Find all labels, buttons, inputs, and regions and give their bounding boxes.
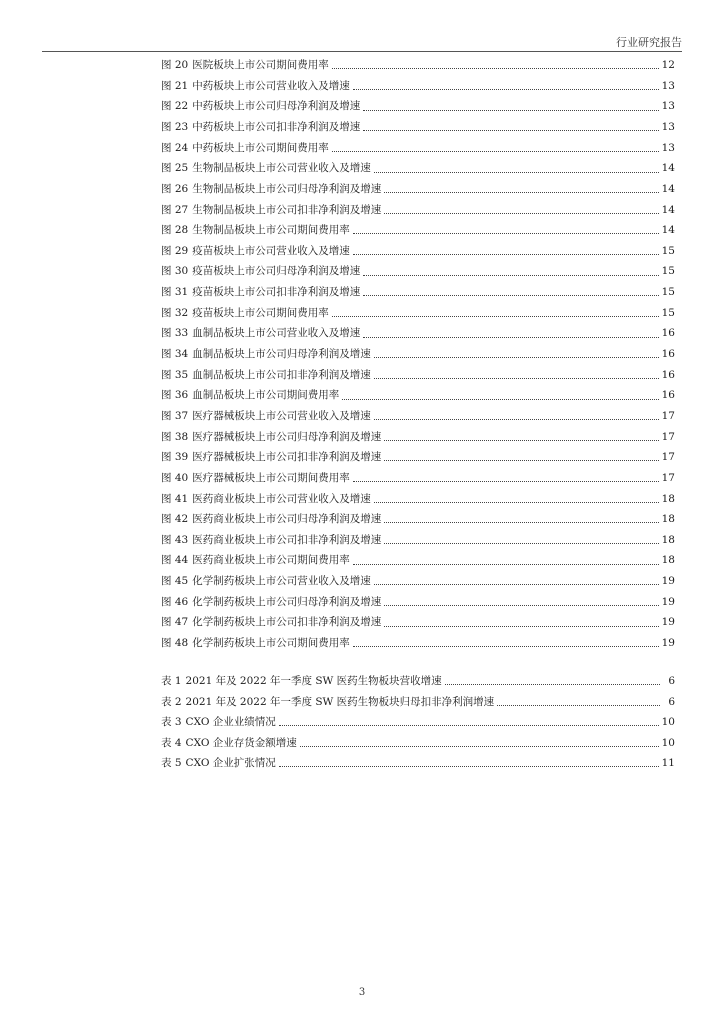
entry-label: 表 2 xyxy=(161,695,182,708)
figure-index-entry[interactable] xyxy=(161,509,675,530)
entry-label: 图 23 xyxy=(161,120,189,133)
figure-index-entry[interactable] xyxy=(161,612,675,633)
page-number: 3 xyxy=(358,987,366,998)
entry-label: 图 42 xyxy=(161,513,189,526)
entry-title: 血制品板块上市公司扣非净利润及增速 xyxy=(192,368,371,381)
figure-index-entry[interactable] xyxy=(161,76,675,97)
entry-page-number: 17 xyxy=(661,471,675,484)
entry-title: 生物制品板块上市公司归母净利润及增速 xyxy=(192,182,382,195)
dot-leader xyxy=(384,212,658,214)
table-index-entry[interactable] xyxy=(161,753,675,774)
entry-title: 中药板块上市公司归母净利润及增速 xyxy=(192,100,361,113)
entry-label: 图 34 xyxy=(161,348,189,361)
entry-page-number: 18 xyxy=(661,533,675,546)
entry-title: 医疗器械板块上市公司归母净利润及增速 xyxy=(192,430,382,443)
entry-title: 化学制药板块上市公司期间费用率 xyxy=(192,637,350,649)
figure-index-entry[interactable] xyxy=(161,427,675,448)
figure-index-entry[interactable] xyxy=(161,199,675,220)
dot-leader xyxy=(384,521,658,523)
entry-label: 图 48 xyxy=(161,637,189,649)
dot-leader xyxy=(384,459,658,461)
entry-title: 中药板块上市公司期间费用率 xyxy=(192,141,329,154)
entry-page-number: 17 xyxy=(661,451,675,464)
entry-title: 医疗器械板块上市公司营业收入及增速 xyxy=(192,409,371,422)
entry-page-number: 19 xyxy=(661,575,675,588)
entry-title: 医疗器械板块上市公司期间费用率 xyxy=(192,471,350,484)
dot-leader xyxy=(363,336,658,338)
entry-title: 中药板块上市公司扣非净利润及增速 xyxy=(192,120,361,133)
entry-label: 图 46 xyxy=(161,595,189,608)
table-index-entry[interactable] xyxy=(161,671,675,692)
entry-title: 疫苗板块上市公司扣非净利润及增速 xyxy=(192,286,361,299)
entry-title: 2021 年及 2022 年一季度 SW 医药生物板块归母扣非净利润增速 xyxy=(185,695,495,708)
dot-leader xyxy=(353,480,659,482)
table-index-entry[interactable] xyxy=(161,733,675,754)
dot-leader xyxy=(374,583,659,585)
table-index-list xyxy=(161,671,675,774)
entry-page-number: 13 xyxy=(661,100,675,113)
dot-leader xyxy=(363,294,658,296)
entry-page-number: 12 xyxy=(661,59,675,72)
dot-leader xyxy=(300,745,659,747)
figure-index-entry[interactable] xyxy=(161,303,675,324)
entry-title: 血制品板块上市公司营业收入及增速 xyxy=(192,327,361,340)
entry-title: 疫苗板块上市公司期间费用率 xyxy=(192,306,329,319)
entry-page-number: 10 xyxy=(661,716,675,728)
entry-label: 图 28 xyxy=(161,224,189,237)
entry-label: 图 45 xyxy=(161,575,189,588)
entry-page-number: 15 xyxy=(661,265,675,278)
entry-label: 图 41 xyxy=(161,492,189,505)
entry-title: 医药商业板块上市公司营业收入及增速 xyxy=(192,492,371,505)
dot-leader xyxy=(332,315,659,317)
dot-leader xyxy=(445,683,660,685)
entry-label: 图 36 xyxy=(161,389,189,402)
dot-leader xyxy=(363,109,658,111)
figure-index-entry[interactable] xyxy=(161,406,675,427)
entry-title: 化学制药板块上市公司营业收入及增速 xyxy=(192,575,371,588)
entry-page-number: 13 xyxy=(661,120,675,133)
dot-leader xyxy=(374,501,659,503)
entry-title: 医院板块上市公司期间费用率 xyxy=(192,59,329,72)
entry-page-number: 19 xyxy=(661,616,675,629)
dot-leader xyxy=(353,645,659,647)
entry-page-number: 16 xyxy=(661,368,675,381)
entry-page-number: 6 xyxy=(668,675,675,687)
dot-leader xyxy=(279,724,659,726)
figure-index-entry[interactable] xyxy=(161,179,675,200)
figure-index-entry[interactable] xyxy=(161,158,675,179)
entry-label: 图 37 xyxy=(161,409,189,422)
entry-page-number: 18 xyxy=(661,554,675,567)
entry-page-number: 10 xyxy=(661,736,675,749)
entry-page-number: 16 xyxy=(661,348,675,361)
figure-index-entry[interactable] xyxy=(161,550,675,571)
entry-label: 图 27 xyxy=(161,203,189,216)
figure-index-entry[interactable] xyxy=(161,488,675,509)
dot-leader xyxy=(353,563,659,565)
entry-page-number: 14 xyxy=(661,182,675,195)
entry-page-number: 16 xyxy=(661,327,675,340)
figure-index-entry[interactable] xyxy=(161,220,675,241)
dot-leader xyxy=(374,418,659,420)
entry-label: 图 24 xyxy=(161,141,189,154)
table-index-entry[interactable] xyxy=(161,692,675,713)
entry-page-number: 11 xyxy=(661,757,675,769)
entry-title: 疫苗板块上市公司归母净利润及增速 xyxy=(192,265,361,278)
entry-label: 表 1 xyxy=(161,675,182,687)
figure-index-entry[interactable] xyxy=(161,55,675,76)
entry-title: 医疗器械板块上市公司扣非净利润及增速 xyxy=(192,451,382,464)
entry-page-number: 13 xyxy=(661,141,675,154)
entry-label: 图 25 xyxy=(161,162,189,175)
dot-leader xyxy=(363,129,658,131)
figure-index-entry[interactable] xyxy=(161,468,675,489)
dot-leader xyxy=(374,171,659,173)
figure-index-entry[interactable] xyxy=(161,117,675,138)
dot-leader xyxy=(384,604,658,606)
dot-leader xyxy=(384,625,658,627)
figure-index-entry[interactable] xyxy=(161,241,675,262)
header-divider xyxy=(42,51,682,52)
entry-page-number: 17 xyxy=(661,430,675,443)
report-type-label: 行业研究报告 xyxy=(616,36,682,49)
entry-title: 医药商业板块上市公司扣非净利润及增速 xyxy=(192,533,382,546)
entry-label: 图 29 xyxy=(161,244,189,257)
table-index-entry[interactable] xyxy=(161,712,675,733)
entry-label: 图 21 xyxy=(161,79,189,92)
entry-title: 2021 年及 2022 年一季度 SW 医药生物板块营收增速 xyxy=(185,675,442,687)
entry-page-number: 14 xyxy=(661,162,675,175)
entry-label: 图 47 xyxy=(161,616,189,629)
figure-index-entry[interactable] xyxy=(161,592,675,613)
entry-page-number: 18 xyxy=(661,513,675,526)
dot-leader xyxy=(374,356,659,358)
entry-page-number: 13 xyxy=(661,79,675,92)
entry-label: 图 38 xyxy=(161,430,189,443)
entry-label: 表 3 xyxy=(161,716,182,728)
entry-page-number: 14 xyxy=(661,224,675,237)
entry-label: 图 31 xyxy=(161,286,189,299)
entry-page-number: 6 xyxy=(668,695,675,708)
entry-title: 生物制品板块上市公司扣非净利润及增速 xyxy=(192,203,382,216)
entry-page-number: 15 xyxy=(661,244,675,257)
entry-title: CXO 企业业绩情况 xyxy=(185,716,276,728)
figure-index-entry[interactable] xyxy=(161,138,675,159)
dot-leader xyxy=(279,765,659,767)
entry-page-number: 16 xyxy=(661,389,675,402)
figure-index-entry[interactable] xyxy=(161,323,675,344)
dot-leader xyxy=(384,542,658,544)
entry-label: 图 35 xyxy=(161,368,189,381)
entry-label: 图 44 xyxy=(161,554,189,567)
figure-index-entry[interactable] xyxy=(161,261,675,282)
entry-page-number: 17 xyxy=(661,409,675,422)
entry-title: CXO 企业存货金额增速 xyxy=(185,736,297,749)
figure-index-entry[interactable] xyxy=(161,530,675,551)
dot-leader xyxy=(353,253,659,255)
figure-index-entry[interactable] xyxy=(161,282,675,303)
dot-leader xyxy=(353,88,659,90)
entry-page-number: 15 xyxy=(661,286,675,299)
dot-leader xyxy=(374,377,659,379)
figure-index-entry[interactable] xyxy=(161,571,675,592)
entry-page-number: 14 xyxy=(661,203,675,216)
dot-leader xyxy=(353,232,659,234)
entry-label: 图 43 xyxy=(161,533,189,546)
entry-title: 中药板块上市公司营业收入及增速 xyxy=(192,79,350,92)
entry-label: 表 5 xyxy=(161,757,182,769)
figure-index-entry[interactable] xyxy=(161,344,675,365)
figure-index-entry[interactable] xyxy=(161,365,675,386)
entry-label: 图 26 xyxy=(161,182,189,195)
figure-index-list xyxy=(161,55,675,654)
entry-label: 图 40 xyxy=(161,471,189,484)
entry-title: 血制品板块上市公司归母净利润及增速 xyxy=(192,348,371,361)
dot-leader xyxy=(363,274,658,276)
figure-index-entry[interactable] xyxy=(161,385,675,406)
entry-title: 化学制药板块上市公司扣非净利润及增速 xyxy=(192,616,382,629)
entry-page-number: 15 xyxy=(661,306,675,319)
dot-leader xyxy=(384,439,658,441)
entry-label: 图 30 xyxy=(161,265,189,278)
entry-label: 图 33 xyxy=(161,327,189,340)
dot-leader xyxy=(342,398,658,400)
entry-title: 疫苗板块上市公司营业收入及增速 xyxy=(192,244,350,257)
entry-page-number: 19 xyxy=(661,637,675,649)
dot-leader xyxy=(384,191,658,193)
entry-title: 医药商业板块上市公司期间费用率 xyxy=(192,554,350,567)
entry-title: CXO 企业扩张情况 xyxy=(185,757,276,769)
figure-index-entry[interactable] xyxy=(161,447,675,468)
entry-label: 图 22 xyxy=(161,100,189,113)
dot-leader xyxy=(332,67,659,69)
figure-index-entry[interactable] xyxy=(161,96,675,117)
entry-label: 图 39 xyxy=(161,451,189,464)
figure-index-entry[interactable] xyxy=(161,633,675,654)
dot-leader xyxy=(497,704,660,706)
entry-title: 医药商业板块上市公司归母净利润及增速 xyxy=(192,513,382,526)
entry-title: 血制品板块上市公司期间费用率 xyxy=(192,389,340,402)
entry-title: 生物制品板块上市公司营业收入及增速 xyxy=(192,162,371,175)
entry-page-number: 18 xyxy=(661,492,675,505)
entry-label: 图 32 xyxy=(161,306,189,319)
entry-label: 表 4 xyxy=(161,736,182,749)
entry-page-number: 19 xyxy=(661,595,675,608)
entry-label: 图 20 xyxy=(161,59,189,72)
dot-leader xyxy=(332,150,659,152)
entry-title: 化学制药板块上市公司归母净利润及增速 xyxy=(192,595,382,608)
entry-title: 生物制品板块上市公司期间费用率 xyxy=(192,224,350,237)
